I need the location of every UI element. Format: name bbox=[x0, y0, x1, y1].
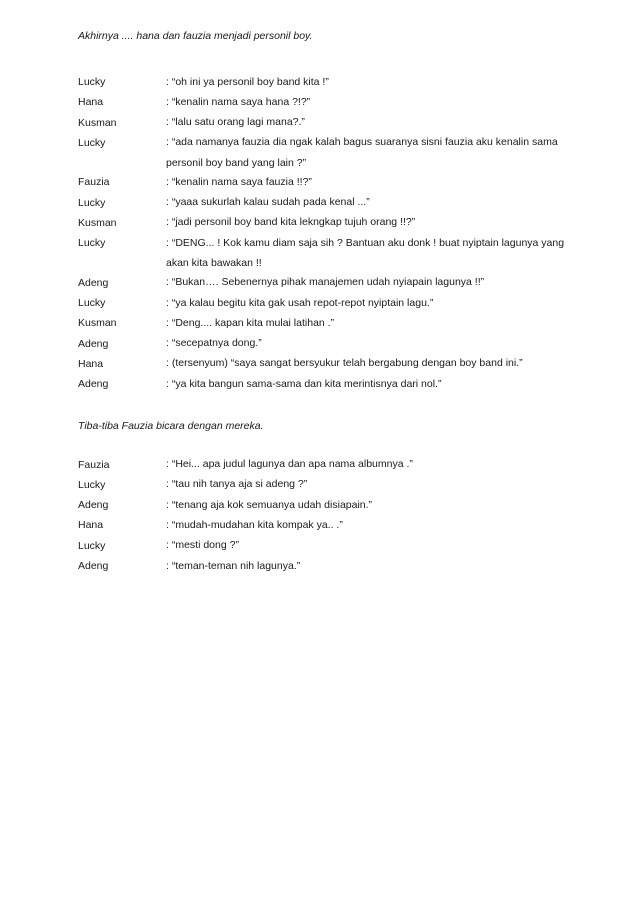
dialogue-line: : “Hei... apa judul lagunya dan apa nama albumnya .” bbox=[166, 458, 413, 471]
dialogue-row bbox=[78, 375, 578, 395]
dialogue-row bbox=[78, 314, 578, 334]
speaker-name: Kusman bbox=[78, 216, 117, 229]
speaker-name: Adeng bbox=[78, 276, 109, 289]
speaker-name: Kusman bbox=[78, 116, 117, 129]
dialogue-line: : “kenalin nama saya fauzia !!?” bbox=[166, 175, 312, 188]
speaker-name: Lucky bbox=[78, 76, 106, 88]
dialogue-line: : “ya kita bangun sama-sama dan kita merintisnya dari nol.” bbox=[166, 377, 442, 390]
speaker-name: Lucky bbox=[78, 136, 106, 149]
dialogue-row bbox=[78, 274, 578, 294]
speaker-name: Hana bbox=[78, 357, 104, 370]
dialogue-row bbox=[78, 496, 578, 516]
dialogue-line: : “Bukan…. Sebenernya pihak manajemen udah nyiapain lagunya !!” bbox=[166, 276, 485, 289]
dialogue-row bbox=[78, 73, 578, 93]
dialogue-row bbox=[78, 335, 578, 355]
dialogue-line: : “tau nih tanya aja si adeng ?” bbox=[166, 478, 308, 491]
dialogue-line: : “mesti dong ?” bbox=[166, 539, 239, 552]
dialogue-row bbox=[78, 355, 578, 375]
speaker-name: Lucky bbox=[78, 539, 106, 552]
speaker-name: Fauzia bbox=[78, 458, 110, 471]
speaker-name: Adeng bbox=[78, 560, 109, 573]
dialogue-row bbox=[78, 234, 578, 274]
dialogue-line: : (tersenyum) “saya sangat bersyukur telah bergabung dengan boy band ini.” bbox=[166, 357, 523, 370]
speaker-name: Adeng bbox=[78, 378, 109, 391]
dialogue-row bbox=[78, 516, 578, 536]
speaker-name: Hana bbox=[78, 519, 104, 532]
speaker-name: Lucky bbox=[78, 237, 106, 250]
speaker-name: Lucky bbox=[78, 196, 106, 209]
document-page bbox=[78, 28, 578, 577]
dialogue-line: : “ya kalau begitu kita gak usah repot-repot nyiptain lagu.” bbox=[166, 296, 434, 309]
dialogue-line: : “lalu satu orang lagi mana?.” bbox=[166, 116, 305, 129]
dialogue-line: : “tenang aja kok semuanya udah disiapain.” bbox=[166, 498, 373, 511]
dialogue-line: : “jadi personil boy band kita lekngkap tujuh orang !!?” bbox=[166, 216, 416, 229]
dialogue-block-2 bbox=[78, 456, 578, 578]
dialogue-line: : “Deng.... kapan kita mulai latihan .” bbox=[166, 316, 335, 329]
dialogue-row bbox=[78, 93, 578, 113]
dialogue-line: : “ada namanya fauzia dia ngak kalah bagus suaranya sisni fauzia aku kenalin sama personil boy band yang lain ?” bbox=[166, 136, 558, 169]
dialogue-line: : “oh ini ya personil boy band kita !” bbox=[166, 75, 329, 88]
narration-opening: Akhirnya .... hana dan fauzia menjadi personil boy. bbox=[78, 30, 313, 42]
speaker-name: Fauzia bbox=[78, 176, 110, 189]
dialogue-row bbox=[78, 456, 578, 476]
dialogue-line: : “mudah-mudahan kita kompak ya.. .” bbox=[166, 518, 343, 531]
narration-interlude: Tiba-tiba Fauzia bicara dengan mereka. bbox=[78, 419, 264, 432]
dialogue-row bbox=[78, 173, 578, 193]
dialogue-row bbox=[78, 114, 578, 134]
dialogue-row bbox=[78, 476, 578, 496]
speaker-name: Kusman bbox=[78, 317, 117, 330]
dialogue-row bbox=[78, 194, 578, 214]
dialogue-row bbox=[78, 134, 578, 174]
dialogue-line: : “teman-teman nih lagunya.” bbox=[166, 559, 301, 572]
dialogue-line: : “secepatnya dong.” bbox=[166, 337, 262, 350]
dialogue-line: : “kenalin nama saya hana ?!?” bbox=[166, 95, 311, 108]
speaker-name: Lucky bbox=[78, 478, 106, 491]
speaker-name: Adeng bbox=[78, 499, 109, 512]
dialogue-row bbox=[78, 214, 578, 234]
dialogue-row bbox=[78, 557, 578, 577]
dialogue-line: : “yaaa sukurlah kalau sudah pada kenal ...” bbox=[166, 196, 370, 209]
dialogue-row bbox=[78, 537, 578, 557]
speaker-name: Hana bbox=[78, 96, 104, 109]
dialogue-line: : “DENG... ! Kok kamu diam saja sih ? Bantuan aku donk ! buat nyiptain lagunya yang akan kita bawakan !! bbox=[166, 236, 565, 270]
speaker-name: Lucky bbox=[78, 297, 106, 310]
dialogue-block-1 bbox=[78, 73, 578, 396]
dialogue-row bbox=[78, 294, 578, 314]
speaker-name: Adeng bbox=[78, 337, 109, 350]
